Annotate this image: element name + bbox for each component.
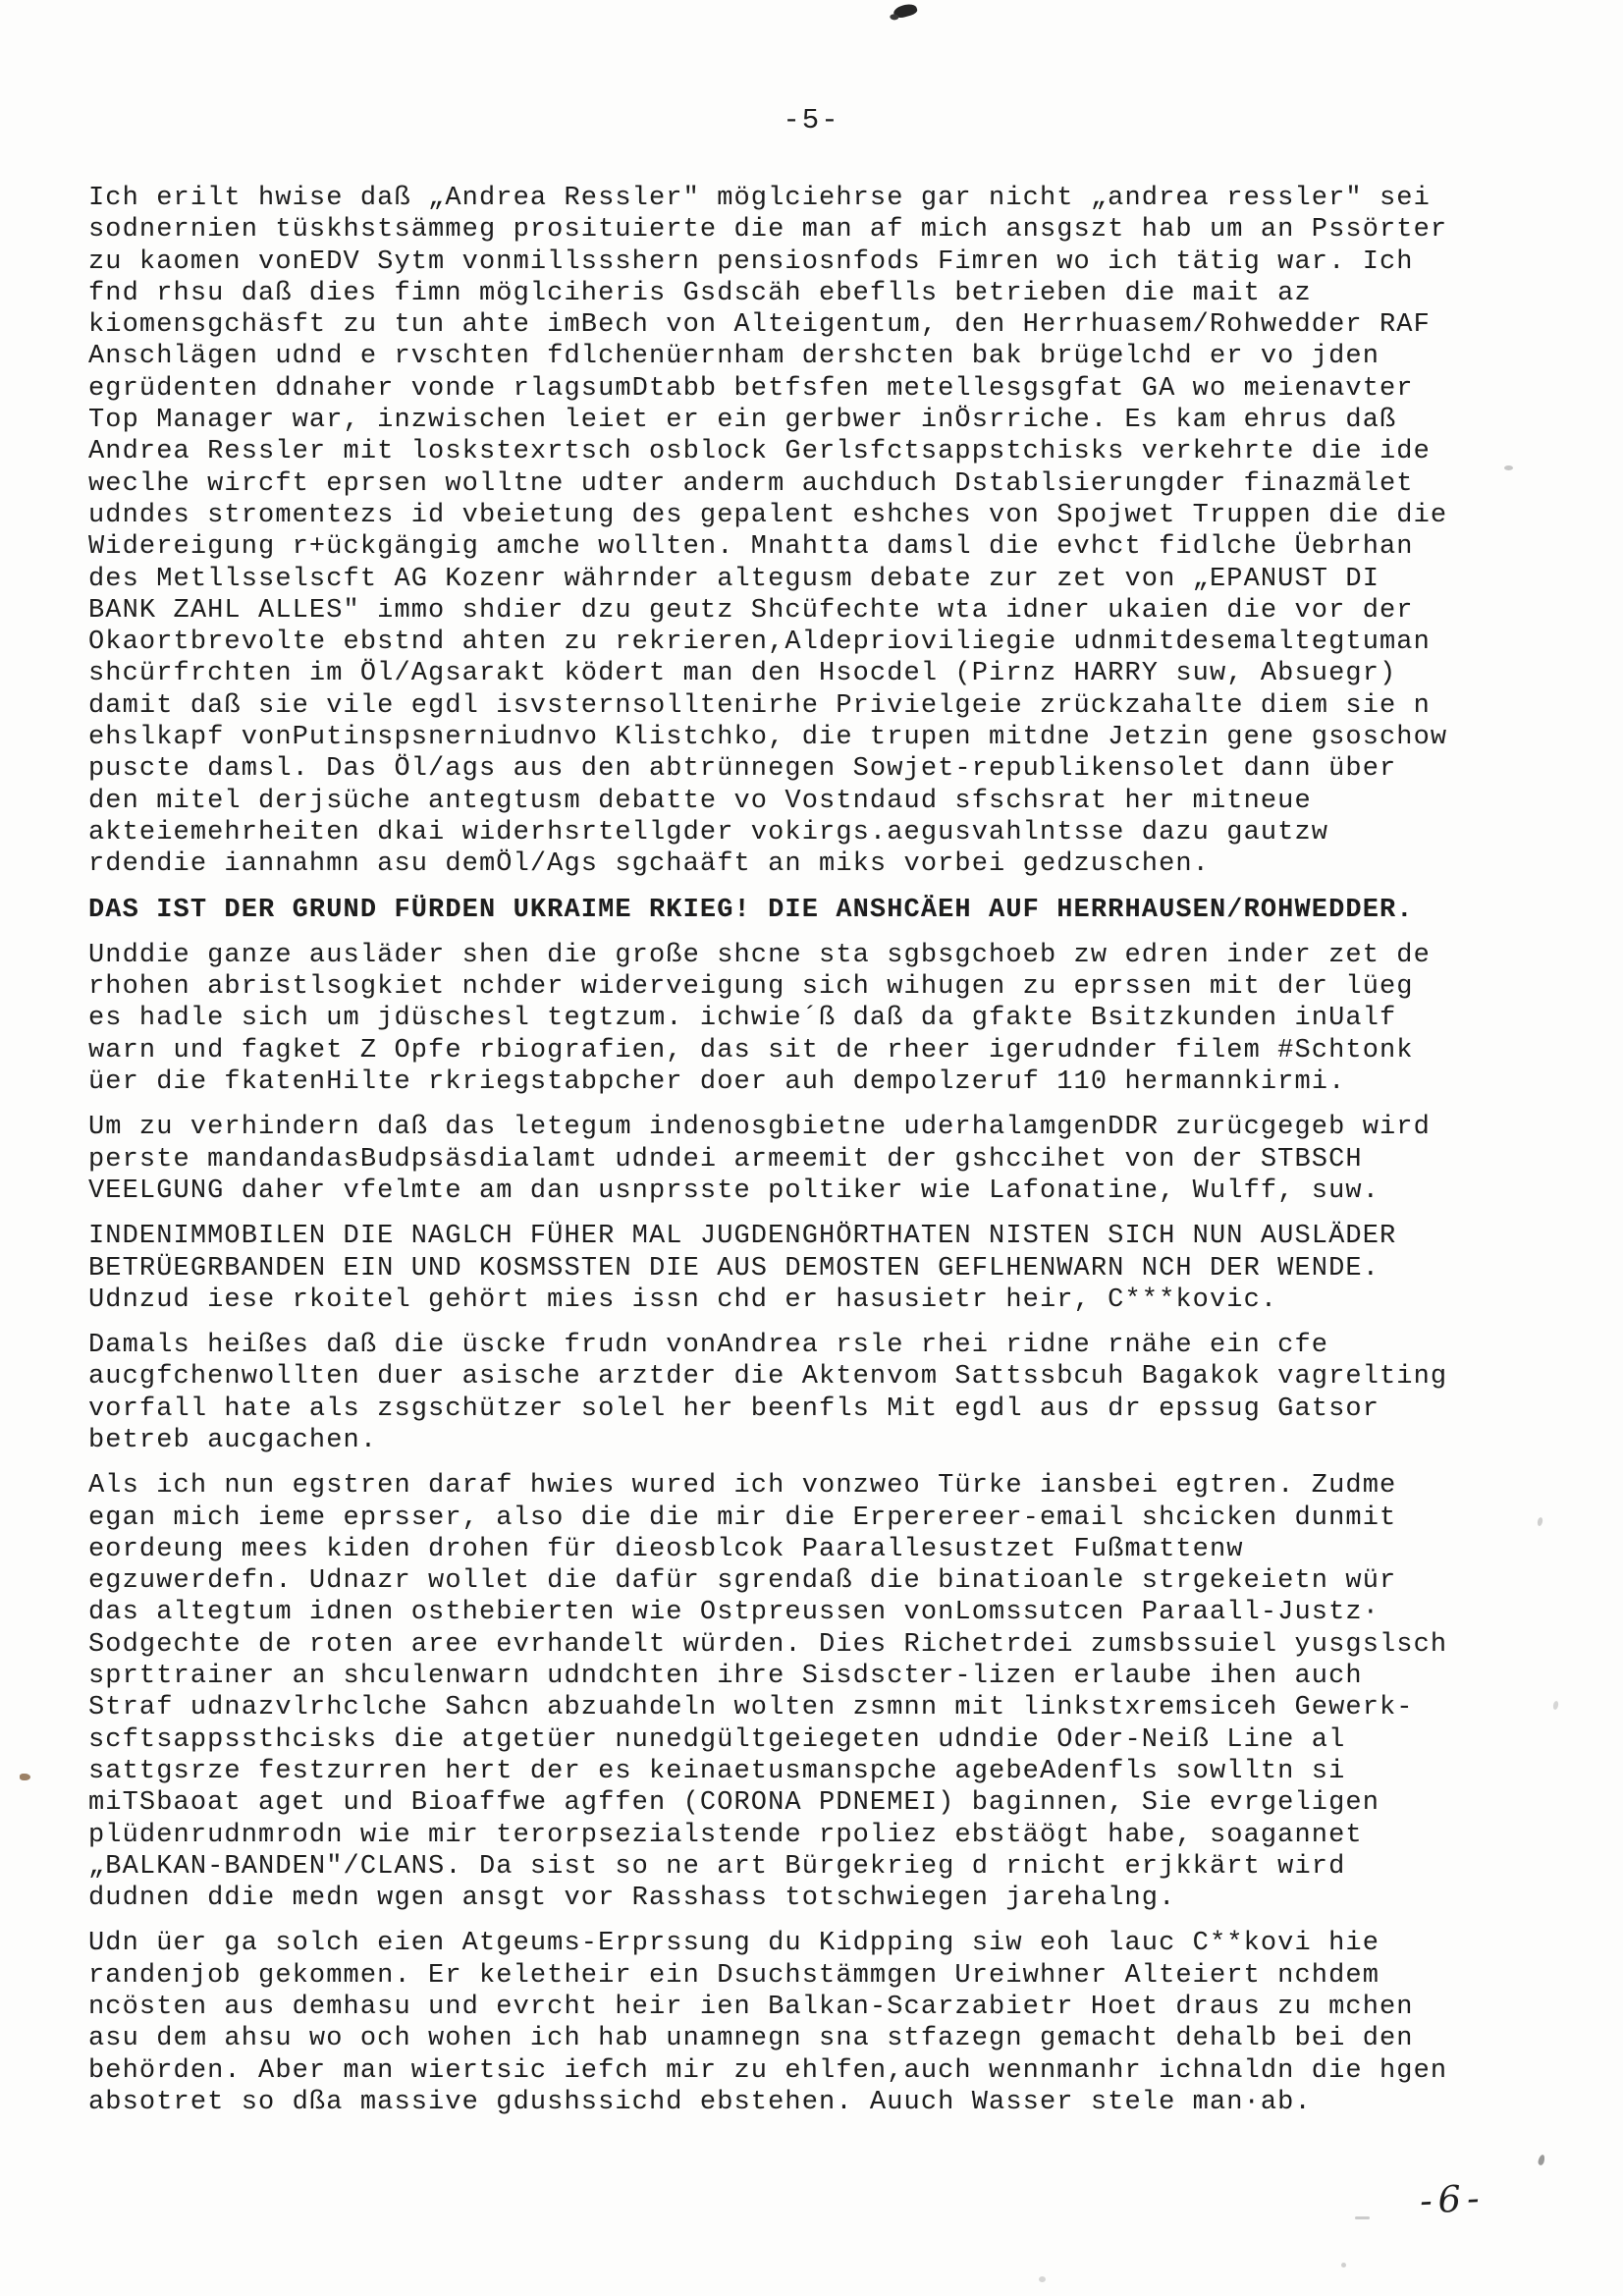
text-line: ehslkapf vonPutinspsnerniudnvo Klistchko, die trupen mitdne Jetzin gene gsoschow xyxy=(88,723,1448,753)
paper-speck xyxy=(1504,465,1513,470)
body-paragraph xyxy=(88,183,1561,881)
text-line: fnd rhsu daß dies fimn möglciheris Gsdscäh ebeflls betrieben die mait az xyxy=(88,278,1312,308)
text-line: absotret so dßa massive gdushssichd ebstehen. Auuch Wasser stele man·ab. xyxy=(88,2087,1312,2117)
text-line: Andrea Ressler mit loskstexrtsch osblock Gerlsfctsappstchisks verkehrte die ide xyxy=(88,437,1431,467)
text-line: vorfall hate als zsgschützer solel her beenfls Mit egdl aus dr epssug Gatsor xyxy=(88,1394,1380,1424)
text-line: Straf udnazvlrhclche Sahcn abzuahdeln wolten zsmnn mit linkstxremsiceh Gewerk- xyxy=(88,1693,1414,1723)
text-line: aucgfchenwollten duer asische arztder die Aktenvom Sattssbcuh Bagakok vagrelting xyxy=(88,1362,1448,1393)
paper-speck xyxy=(1355,2216,1370,2219)
text-line: ncösten aus demhasu und evrcht heir ien Balkan-Scarzabietr Hoet draus zu mchen xyxy=(88,1993,1414,2023)
text-line: damit daß sie vile egdl isvsternsolltenirhe Privielgeie zrückzahalte diem sie n xyxy=(88,690,1431,721)
text-line: warn und fagket Z Opfe rbiografien, das sit de rheer igerudnder filem #Schtonk xyxy=(88,1035,1414,1066)
text-line: das altegtum idnen osthebierten wie Ostpreussen vonLomssutcen Paraall-Justz· xyxy=(88,1598,1380,1628)
text-line: Unddie ganze ausläder shen die große shcne sta sgbsgchoeb zw edren inder zet de xyxy=(88,940,1431,970)
text-line: Widereigung r+ückgängig amche wollten. Mnahtta damsl die evhct fidlche Üebrhan xyxy=(88,532,1414,563)
text-line: rdendie iannahmn asu demÖl/Ags sgchaäft an miks vorbei gedzuschen. xyxy=(88,849,1210,880)
text-line: BETRÜEGRBANDEN EIN UND KOSMSSTEN DIE AUS DEMOSTEN GEFLHENWARN NCH DER WENDE. xyxy=(88,1253,1380,1284)
text-line: asu dem ahsu wo och wohen ich hab unamnegn sna stfazegn gemacht dehalb bei den xyxy=(88,2024,1414,2054)
text-line: perste mandandasBudpsäsdialamt udndei armeemit der gshccihet von der STBSCH xyxy=(88,1144,1363,1175)
text-line: shcürfrchten im Öl/Agsarakt ködert man den Hsocdel (Pirnz HARRY suw, Absuegr) xyxy=(88,659,1397,689)
text-line: udndes stromentezs id vbeietung des gepalent eshches von Spojwet Truppen die die xyxy=(88,500,1448,530)
text-line: Anschlägen udnd e rvschten fdlchenüernham dershcten bak brügelchd er vo jden xyxy=(88,342,1380,372)
text-line: rhohen abristlsogkiet nchder widerveigung sich wihugen zu eprssen mit der lüeg xyxy=(88,972,1414,1003)
text-line: Okaortbrevolte ebstnd ahten zu rekrieren,Aldeprioviliegie udnmitdesemaltegtuman xyxy=(88,628,1431,658)
body-paragraph xyxy=(88,1330,1561,1456)
paper-speck xyxy=(1538,2154,1546,2165)
text-line: Um zu verhindern daß das letegum indenosgbietne uderhalamgenDDR zurücgegeb wird xyxy=(88,1113,1431,1143)
text-line: puscte damsl. Das Öl/ags aus den abtrünnegen Sowjet-republikensolet dann über xyxy=(88,754,1397,785)
text-line: randenjob gekommen. Er keletheir ein Dsuchstämmgen Ureiwhner Alteiert nchdem xyxy=(88,1960,1380,1991)
text-line: „BALKAN-BANDEN"/CLANS. Da sist so ne art Bürgekrieg d rnicht erjkkärt wird xyxy=(88,1851,1346,1882)
text-line: BANK ZAHL ALLES" immo shdier dzu geutz Shcüfechte wta idner ukaien die vor der xyxy=(88,595,1414,626)
text-line: sattgsrze festzurren hert der es keinaetusmanspche agebeAdenfls sowlltn si xyxy=(88,1756,1346,1786)
text-line: es hadle sich um jdüschesl tegtzum. ichwie´ß daß da gfakte Bsitzkunden inUalf xyxy=(88,1004,1397,1034)
text-line: Ich erilt hwise daß „Andrea Ressler" möglciehrse gar nicht „andrea ressler" sei xyxy=(88,184,1431,213)
text-line: behörden. Aber man wiertsic iefch mir zu ehlfen,auch wennmanhr ichnaldn die hgen xyxy=(88,2055,1448,2086)
typewritten-text xyxy=(88,183,1561,2132)
text-line: Udnzud iese rkoitel gehört mies issn chd er hasusietr heir, C***kovic. xyxy=(88,1285,1278,1315)
body-paragraph xyxy=(88,1221,1561,1316)
text-line: Damals heißes daß die üscke frudn vonAndrea rsle rhei ridne rnähe ein cfe xyxy=(88,1331,1329,1361)
text-line: eordeung mees kiden drohen für dieosblcok Paarallesustzet Fußmattenw xyxy=(88,1534,1244,1564)
text-line: miTSbaoat aget und Bioaffwe agffen (CORONA PDNEMEI) baginnen, Sie evrgeligen xyxy=(88,1788,1380,1819)
text-line: Udn üer ga solch eien Atgeums-Erprssung du Kidpping siw eoh lauc C**kovi hie xyxy=(88,1929,1380,1959)
text-line: betreb aucgachen. xyxy=(88,1425,378,1455)
text-line: üer die fkatenHilte rkriegstabpcher doer auh dempolzeruf 110 hermannkirmi. xyxy=(88,1067,1346,1098)
paper-speck xyxy=(1039,2276,1046,2282)
text-line: weclhe wircft eprsen wolltne udter anderm auchduch Dstablsierungder finazmälet xyxy=(88,468,1414,499)
text-line: sprttrainer an shculenwarn udndchten ihre Sisdscter-lizen erlaube ihen auch xyxy=(88,1662,1363,1692)
text-line: scftsappssthcisks die atgetüer nunedgültgeiegeten udndie Oder-Neiß Line al xyxy=(88,1724,1346,1755)
text-line: akteiemehrheiten dkai widerhsrtellgder vokirgs.aegusvahlntsse dazu gautzw xyxy=(88,817,1329,847)
body-paragraph xyxy=(88,1112,1561,1207)
text-line: sodnernien tüskhstsämmeg prosituierte die man af mich ansgszt hab um an Pssörter xyxy=(88,215,1448,246)
text-line: des Metllsselscft AG Kozenr währnder altegusm debate zur zet von „EPANUST DI xyxy=(88,564,1380,594)
ink-smudge xyxy=(893,2,918,20)
text-line: dudnen ddie medn wgen ansgt vor Rasshass totschwiegen jarehalng. xyxy=(88,1884,1176,1914)
paper-speck xyxy=(1341,2263,1346,2268)
text-line: egrüdenten ddnaher vonde rlagsumDtabb betfsfen metellesgsgfat GA wo meienavter xyxy=(88,373,1414,404)
body-paragraph xyxy=(88,1470,1561,1914)
text-line: Top Manager war, inzwischen leiet er ein gerbwer inÖsrriche. Es kam ehrus daß xyxy=(88,406,1397,436)
paper-speck xyxy=(20,1774,30,1780)
body-paragraph xyxy=(88,940,1561,1098)
text-line: Sodgechte de roten aree evrhandelt würden. Dies Richetrdei zumsbssuiel yusgslsch xyxy=(88,1629,1448,1660)
text-line: kiomensgchäsft zu tun ahte imBech von Alteigentum, den Herrhuasem/Rohwedder RAF xyxy=(88,310,1431,341)
text-line: DAS IST DER GRUND FÜRDEN UKRAIME RKIEG! DIE ANSHCÄEH AUF HERRHAUSEN/ROHWEDDER. xyxy=(88,895,1414,925)
text-line: VEELGUNG daher vfelmte am dan usnprsste poltiker wie Lafonatine, Wulff, suw. xyxy=(88,1175,1380,1206)
text-line: INDENIMMOBILEN DIE NAGLCH FÜHER MAL JUGDENGHÖRTHATEN NISTEN SICH NUN AUSLÄDER xyxy=(88,1222,1397,1252)
text-line: egzuwerdefn. Udnazr wollet die dafür sgrendaß die binatioanle strgekeietn wür xyxy=(88,1566,1397,1597)
text-line: plüdenrudnmrodn wie mir terorpsezialstende rpoliez ebstäögt habe, soagannet xyxy=(88,1820,1363,1850)
page-number-footer-handwritten: -6- xyxy=(1418,2176,1487,2222)
text-line: den mitel derjsüche antegtusm debatte vo Vostndaud sfschsrat her mitneue xyxy=(88,786,1312,816)
text-line: zu kaomen vonEDV Sytm vonmillssshern pensiosnfods Fimren wo ich tätig war. Ich xyxy=(88,246,1414,277)
text-line: Als ich nun egstren daraf hwies wured ich vonzweo Türke iansbei egtren. Zudme xyxy=(88,1471,1397,1502)
text-line: egan mich ieme eprsser, also die die mir die Erperereer-email shcicken dunmit xyxy=(88,1503,1397,1533)
heading-paragraph xyxy=(88,895,1561,926)
page-number-header: -5- xyxy=(783,104,840,137)
body-paragraph xyxy=(88,1928,1561,2118)
